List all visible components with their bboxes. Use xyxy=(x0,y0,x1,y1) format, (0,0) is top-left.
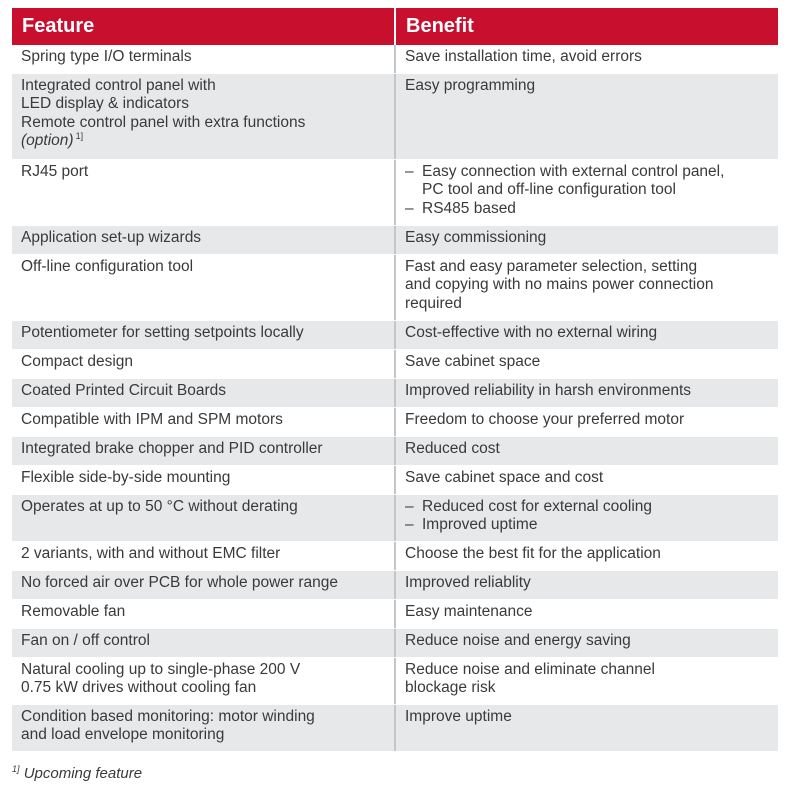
benefit-text: Reduce noise and energy saving xyxy=(405,632,631,649)
footnote xyxy=(12,764,142,782)
feature-text: Potentiometer for setting setpoints locally xyxy=(21,324,304,341)
option-label: (option) xyxy=(21,131,74,149)
benefit-list-item xyxy=(405,516,770,534)
benefit-text: Cost-effective with no external wiring xyxy=(405,324,658,341)
feature-text: Condition based monitoring: motor winding xyxy=(21,708,315,725)
benefit-text: Improved uptime xyxy=(422,516,538,534)
dash-marker: – xyxy=(405,199,414,217)
table-row xyxy=(12,466,778,495)
feature-text: Compact design xyxy=(21,353,134,370)
table-row xyxy=(12,571,778,600)
feature-cell xyxy=(12,466,396,494)
dash-marker: – xyxy=(405,498,414,515)
feature-text: 2 variants, with and without EMC filter xyxy=(21,545,281,562)
feature-text: Fan on / off control xyxy=(21,632,150,649)
table-row xyxy=(12,160,778,226)
benefit-cell xyxy=(396,160,778,225)
feature-cell xyxy=(12,571,396,599)
feature-cell xyxy=(12,226,396,254)
table-row xyxy=(12,74,778,160)
feature-cell xyxy=(12,321,396,349)
table-row xyxy=(12,437,778,466)
feature-text: No forced air over PCB for whole power range xyxy=(21,574,339,591)
benefit-cell xyxy=(396,408,778,436)
benefit-text: Save cabinet space and cost xyxy=(405,469,604,486)
benefit-cell xyxy=(396,495,778,541)
feature-text: Integrated brake chopper and PID controller xyxy=(21,440,323,457)
benefit-list-item xyxy=(405,181,770,199)
benefit-text: required xyxy=(405,294,462,312)
benefit-text: PC tool and off-line configuration tool xyxy=(422,181,676,199)
benefit-text: Reduced cost for external cooling xyxy=(422,498,653,515)
benefit-text: and copying with no mains power connection xyxy=(405,276,714,294)
header-benefit: Benefit xyxy=(406,15,474,37)
dash-marker xyxy=(405,181,422,199)
feature-text: Natural cooling up to single-phase 200 V xyxy=(21,661,301,678)
feature-text: LED display & indicators xyxy=(21,95,189,113)
feature-text: 0.75 kW drives without cooling fan xyxy=(21,679,257,697)
benefit-cell xyxy=(396,466,778,494)
table-row xyxy=(12,629,778,658)
feature-text: Coated Printed Circuit Boards xyxy=(21,382,227,399)
feature-cell xyxy=(12,495,396,541)
feature-cell xyxy=(12,74,396,159)
table-row xyxy=(12,705,778,752)
table-row xyxy=(12,226,778,255)
feature-text: Application set-up wizards xyxy=(21,229,202,246)
feature-cell xyxy=(12,379,396,407)
benefit-text: Improved reliability in harsh environments xyxy=(405,382,692,399)
feature-text: Removable fan xyxy=(21,603,126,620)
table-row xyxy=(12,658,778,705)
benefit-cell xyxy=(396,321,778,349)
footnote-ref: 1] xyxy=(75,130,84,141)
benefit-text: Choose the best fit for the application xyxy=(405,545,661,562)
dash-marker: – xyxy=(405,163,414,180)
table-row xyxy=(12,495,778,542)
feature-cell xyxy=(12,542,396,570)
feature-cell xyxy=(12,408,396,436)
feature-text: Off-line configuration tool xyxy=(21,258,194,275)
benefit-cell xyxy=(396,226,778,254)
benefit-list-item xyxy=(405,498,770,516)
table-row xyxy=(12,408,778,437)
feature-text: Remote control panel with extra functions xyxy=(21,113,306,131)
dash-marker: – xyxy=(405,516,414,534)
benefit-text: Fast and easy parameter selection, setting xyxy=(405,258,698,275)
footnote-text: Upcoming feature xyxy=(23,765,143,782)
benefit-cell xyxy=(396,74,778,159)
feature-text: Flexible side-by-side mounting xyxy=(21,469,231,486)
feature-text: Operates at up to 50 °C without derating xyxy=(21,498,298,515)
footnote-mark: 1] xyxy=(12,764,20,774)
table-row xyxy=(12,255,778,321)
benefit-text: Reduced cost xyxy=(405,440,500,457)
benefit-cell xyxy=(396,255,778,320)
feature-cell xyxy=(12,629,396,657)
benefit-cell xyxy=(396,350,778,378)
benefit-text: Save cabinet space xyxy=(405,353,541,370)
benefit-text: Easy connection with external control panel, xyxy=(422,163,725,180)
benefit-text: Easy maintenance xyxy=(405,603,533,620)
feature-text: Integrated control panel with xyxy=(21,77,216,94)
table-row xyxy=(12,542,778,571)
header-feature: Feature xyxy=(12,8,396,45)
feature-benefit-table xyxy=(12,8,778,752)
benefit-text: RS485 based xyxy=(422,199,516,217)
benefit-text: Easy programming xyxy=(405,77,536,94)
benefit-cell xyxy=(396,437,778,465)
benefit-cell xyxy=(396,542,778,570)
benefit-text: Save installation time, avoid errors xyxy=(405,48,642,65)
feature-cell xyxy=(12,705,396,751)
table-header xyxy=(12,8,778,45)
benefit-cell xyxy=(396,571,778,599)
table-row xyxy=(12,45,778,74)
benefit-text: Easy commissioning xyxy=(405,229,547,246)
benefit-cell xyxy=(396,658,778,704)
benefit-text: Freedom to choose your preferred motor xyxy=(405,411,685,428)
feature-text: Spring type I/O terminals xyxy=(21,48,192,65)
feature-cell xyxy=(12,350,396,378)
feature-text: and load envelope monitoring xyxy=(21,726,225,744)
benefit-cell xyxy=(396,379,778,407)
feature-text: Compatible with IPM and SPM motors xyxy=(21,411,283,428)
feature-cell xyxy=(12,160,396,225)
table-body xyxy=(12,45,778,752)
table-row xyxy=(12,321,778,350)
benefit-text: blockage risk xyxy=(405,679,496,697)
table-row xyxy=(12,600,778,629)
feature-cell xyxy=(12,600,396,628)
benefit-list-item xyxy=(405,163,770,181)
benefit-cell xyxy=(396,629,778,657)
benefit-cell xyxy=(396,705,778,751)
benefit-list-item xyxy=(405,200,770,218)
table-row xyxy=(12,379,778,408)
feature-text: RJ45 port xyxy=(21,163,89,180)
benefit-text: Improved reliablity xyxy=(405,574,531,591)
feature-cell xyxy=(12,255,396,320)
benefit-cell xyxy=(396,600,778,628)
feature-cell xyxy=(12,658,396,704)
feature-cell xyxy=(12,45,396,73)
benefit-text: Reduce noise and eliminate channel xyxy=(405,661,655,678)
benefit-cell xyxy=(396,45,778,73)
table-row xyxy=(12,350,778,379)
benefit-text: Improve uptime xyxy=(405,708,512,725)
feature-cell xyxy=(12,437,396,465)
